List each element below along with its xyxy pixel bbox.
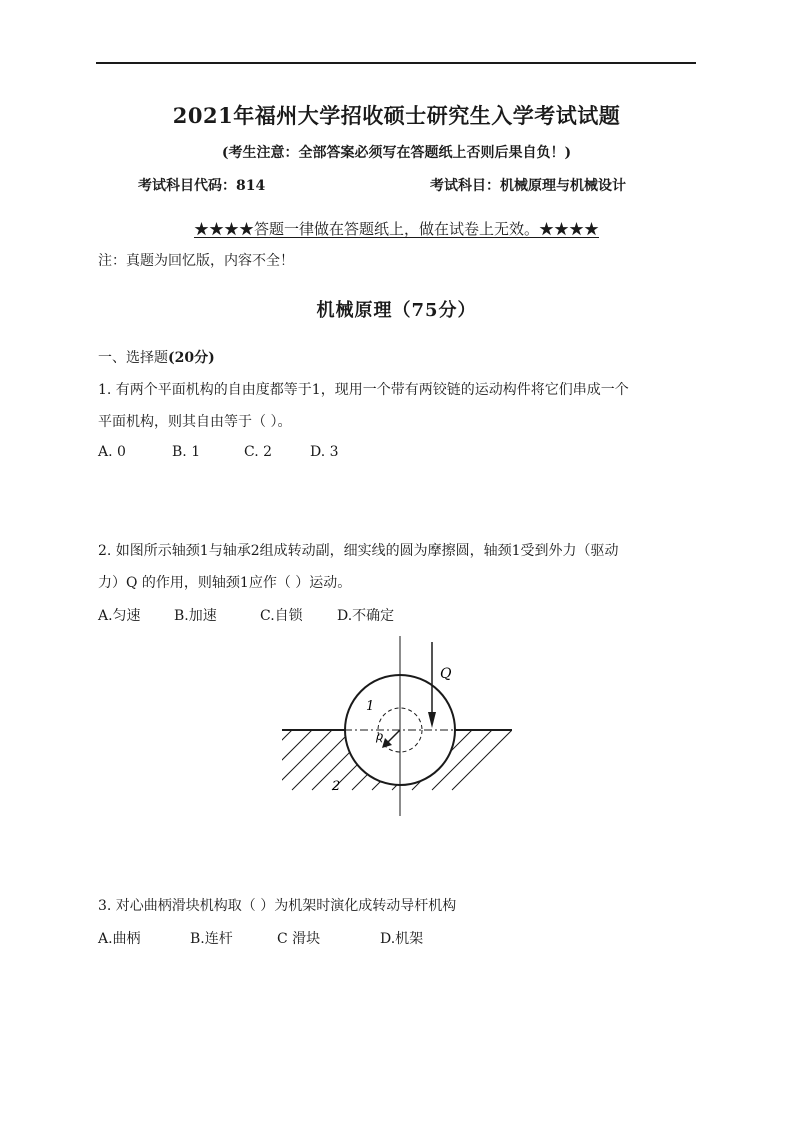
exam-title: 2021年福州大学招收硕士研究生入学考试试题 <box>172 103 621 128</box>
option: C. 2 <box>244 444 273 460</box>
section-prefix: 一、选择题 <box>98 350 168 366</box>
option: B. 1 <box>172 444 201 460</box>
question-3-line-1: 3. 对心曲柄滑块机构取（ ）为机架时演化成转动导杆机构 <box>98 898 457 914</box>
option: A.曲柄 <box>98 931 141 947</box>
option: B.连杆 <box>190 931 233 947</box>
subject-code: 考试科目代码：814 <box>138 178 266 194</box>
option: D. 3 <box>310 444 339 460</box>
memo-note: 注：真题为回忆版，内容不全！ <box>98 253 294 269</box>
question-2-line-2: 力）Q 的作用，则轴颈1应作（ ）运动。 <box>98 575 352 591</box>
answer-banner: ★★★★答题一律做在答题纸上，做在试卷上无效。★★★★ <box>193 220 599 238</box>
option: D.机架 <box>380 931 424 947</box>
part-title: 机械原理（75分） <box>316 300 477 321</box>
label-journal-1: 1 <box>366 699 375 714</box>
question-1-line-1: 1. 有两个平面机构的自由度都等于1，现用一个带有两铰链的运动构件将它们串成一个 <box>98 382 629 398</box>
option: D.不确定 <box>337 608 395 624</box>
option: A. 0 <box>98 444 126 460</box>
label-q: Q <box>440 666 452 682</box>
exam-notice: (考生注意：全部答案必须写在答题纸上否则后果自负！) <box>221 145 572 161</box>
label-bearing-2: 2 <box>332 779 341 794</box>
question-1-line-2: 平面机构，则其自由等于（ ）。 <box>98 414 292 430</box>
option: C 滑块 <box>277 931 321 947</box>
journal-bearing-figure <box>282 636 512 826</box>
section-score: (20分) <box>168 350 215 366</box>
option: A.匀速 <box>98 608 141 624</box>
option: C.自锁 <box>260 608 303 624</box>
question-2-line-1: 2. 如图所示轴颈1与轴承2组成转动副，细实线的圆为摩擦圆，轴颈1受到外力（驱动 <box>98 543 619 559</box>
label-rho: ρ <box>376 729 384 743</box>
section-heading <box>98 347 215 367</box>
option: B.加速 <box>174 608 217 624</box>
top-rule <box>96 62 696 64</box>
subject-name: 考试科目：机械原理与机械设计 <box>430 178 626 194</box>
